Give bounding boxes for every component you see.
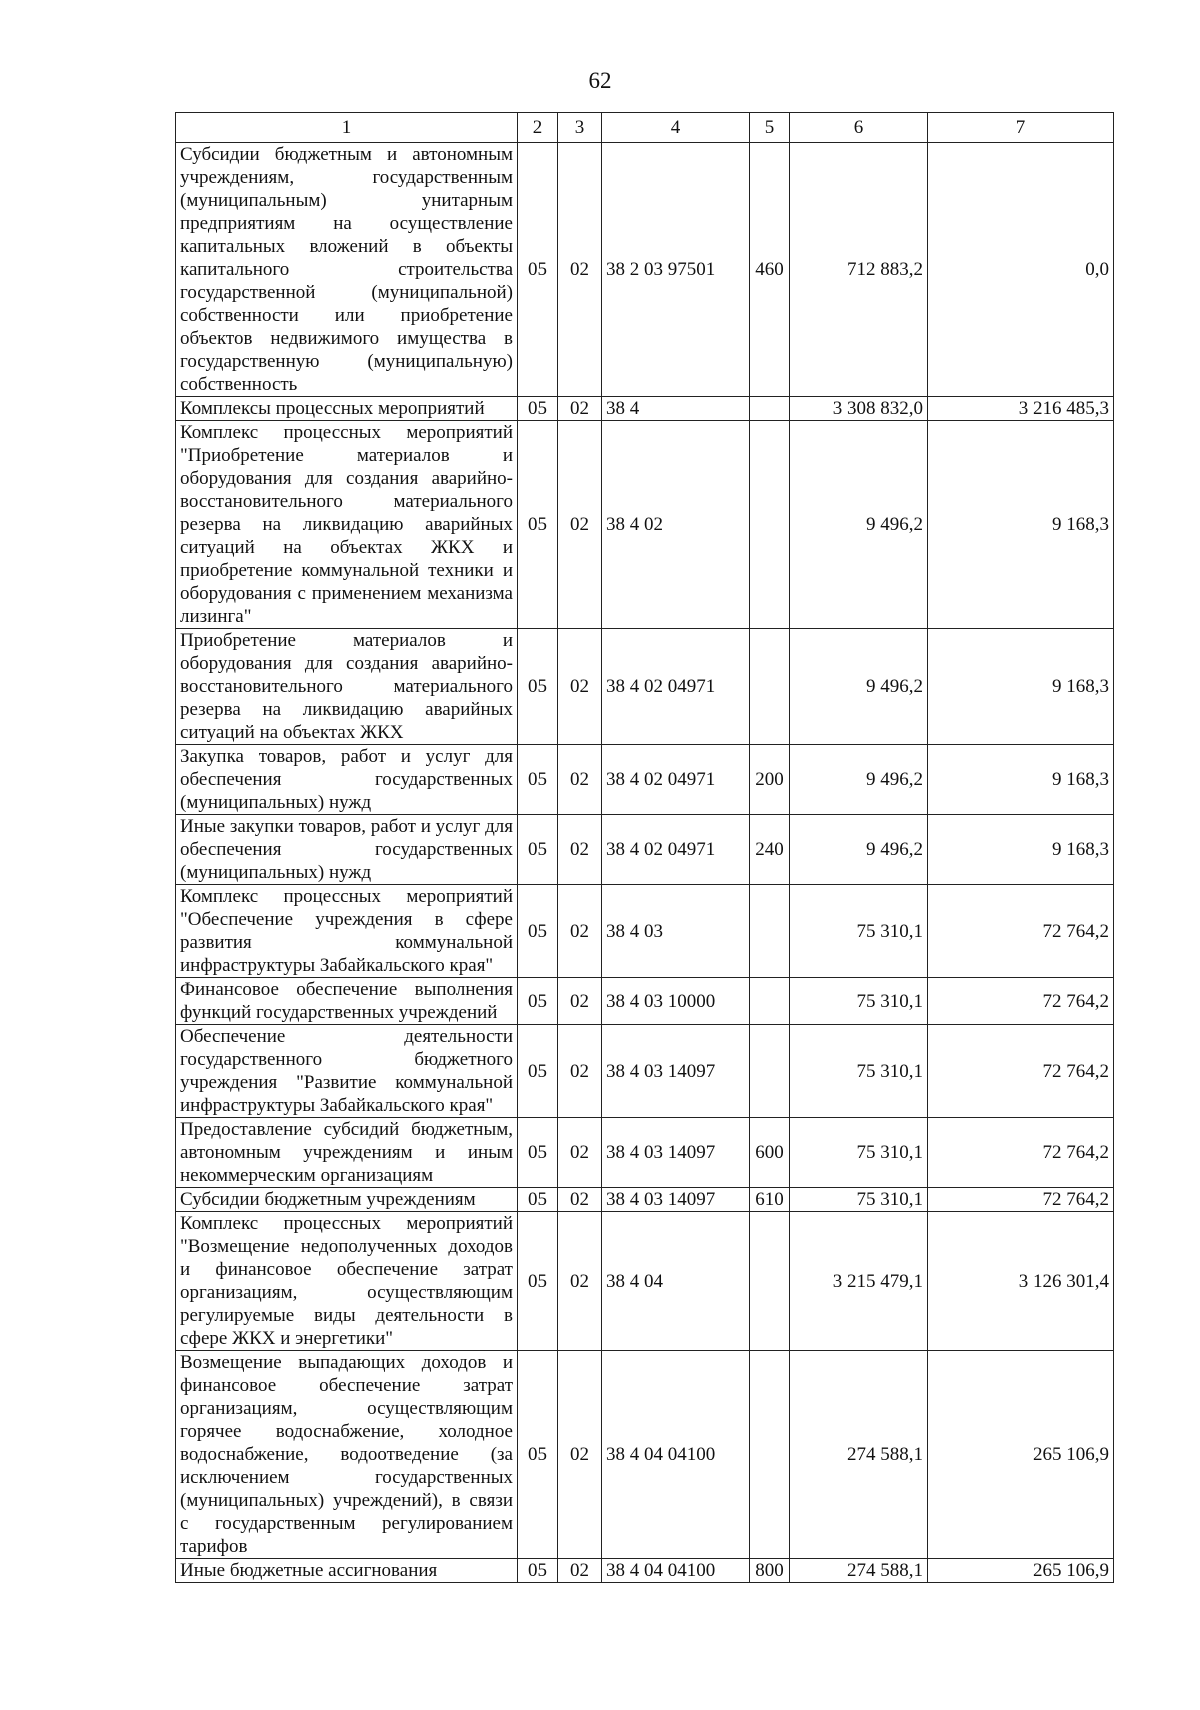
- table-row: [176, 978, 1114, 1025]
- row-target-code: 38 4 04: [602, 1212, 750, 1351]
- table-row: [176, 885, 1114, 978]
- row-name: Иные бюджетные ассигнования: [176, 1559, 518, 1583]
- row-year2-amount: 9 168,3: [928, 629, 1114, 745]
- row-name: Обеспечение деятельности государственного бюджетного учреждения "Развитие коммунальной инфраструктуры Забайкальского края": [176, 1025, 518, 1118]
- row-subsection: 02: [558, 745, 602, 815]
- row-section: 05: [518, 978, 558, 1025]
- row-subsection: 02: [558, 1559, 602, 1583]
- budget-table: [175, 112, 1114, 1583]
- table-row: [176, 1025, 1114, 1118]
- row-subsection: 02: [558, 1118, 602, 1188]
- row-subsection: 02: [558, 1188, 602, 1212]
- row-year2-amount: 9 168,3: [928, 815, 1114, 885]
- row-year2-amount: 72 764,2: [928, 1188, 1114, 1212]
- row-expense-type: [750, 978, 790, 1025]
- column-header-year1-amount: 6: [790, 113, 928, 143]
- row-year1-amount: 75 310,1: [790, 1188, 928, 1212]
- row-expense-type: [750, 629, 790, 745]
- row-expense-type: 460: [750, 143, 790, 397]
- row-expense-type: 600: [750, 1118, 790, 1188]
- row-subsection: 02: [558, 978, 602, 1025]
- row-section: 05: [518, 1559, 558, 1583]
- column-header-subsection: 3: [558, 113, 602, 143]
- row-expense-type: [750, 885, 790, 978]
- row-name: Субсидии бюджетным и автономным учреждениям, государственным (муниципальным) унитарным предприятиям на осуществление капитальных вложений в объекты капитального строительства государственной (муниципальной) собственности или приобретение объектов недвижимого имущества в государственную (муниципальную) собственность: [176, 143, 518, 397]
- row-subsection: 02: [558, 885, 602, 978]
- row-subsection: 02: [558, 397, 602, 421]
- row-year2-amount: 0,0: [928, 143, 1114, 397]
- row-year1-amount: 3 308 832,0: [790, 397, 928, 421]
- row-target-code: 38 4 03: [602, 885, 750, 978]
- row-expense-type: [750, 421, 790, 629]
- header-row: [176, 113, 1114, 143]
- row-expense-type: 610: [750, 1188, 790, 1212]
- row-name: Возмещение выпадающих доходов и финансовое обеспечение затрат организациям, осуществляющим горячее водоснабжение, холодное водоснабжение, водоотведение (за исключением государственных (муниципальных) учреждений), в связи с государственным регулированием тарифов: [176, 1351, 518, 1559]
- row-target-code: 38 4: [602, 397, 750, 421]
- row-section: 05: [518, 1212, 558, 1351]
- row-expense-type: [750, 1212, 790, 1351]
- row-year2-amount: 9 168,3: [928, 745, 1114, 815]
- row-expense-type: 200: [750, 745, 790, 815]
- row-section: 05: [518, 629, 558, 745]
- row-year2-amount: 72 764,2: [928, 885, 1114, 978]
- row-name: Субсидии бюджетным учреждениям: [176, 1188, 518, 1212]
- row-section: 05: [518, 745, 558, 815]
- row-year2-amount: 265 106,9: [928, 1351, 1114, 1559]
- table-row: [176, 421, 1114, 629]
- row-name: Закупка товаров, работ и услуг для обеспечения государственных (муниципальных) нужд: [176, 745, 518, 815]
- row-expense-type: [750, 1025, 790, 1118]
- row-year2-amount: 9 168,3: [928, 421, 1114, 629]
- row-year2-amount: 72 764,2: [928, 1118, 1114, 1188]
- row-target-code: 38 4 02: [602, 421, 750, 629]
- table-row: [176, 1212, 1114, 1351]
- row-name: Иные закупки товаров, работ и услуг для обеспечения государственных (муниципальных) нужд: [176, 815, 518, 885]
- row-subsection: 02: [558, 1025, 602, 1118]
- row-year1-amount: 712 883,2: [790, 143, 928, 397]
- row-year1-amount: 75 310,1: [790, 1025, 928, 1118]
- row-target-code: 38 4 03 14097: [602, 1188, 750, 1212]
- row-subsection: 02: [558, 143, 602, 397]
- row-year1-amount: 9 496,2: [790, 421, 928, 629]
- row-section: 05: [518, 397, 558, 421]
- row-target-code: 38 4 03 10000: [602, 978, 750, 1025]
- row-expense-type: 240: [750, 815, 790, 885]
- row-name: Приобретение материалов и оборудования для создания аварийно-восстановительного материального резерва на ликвидацию аварийных ситуаций на объектах ЖКХ: [176, 629, 518, 745]
- row-section: 05: [518, 1118, 558, 1188]
- row-target-code: 38 4 03 14097: [602, 1025, 750, 1118]
- row-target-code: 38 4 02 04971: [602, 815, 750, 885]
- row-year2-amount: 3 126 301,4: [928, 1212, 1114, 1351]
- row-name: Финансовое обеспечение выполнения функций государственных учреждений: [176, 978, 518, 1025]
- row-name: Комплекс процессных мероприятий "Возмещение недополученных доходов и финансовое обеспечение затрат организациям, осуществляющим регулируемые виды деятельности в сфере ЖКХ и энергетики": [176, 1212, 518, 1351]
- row-expense-type: [750, 1351, 790, 1559]
- row-subsection: 02: [558, 815, 602, 885]
- row-year1-amount: 9 496,2: [790, 745, 928, 815]
- row-year1-amount: 75 310,1: [790, 978, 928, 1025]
- row-subsection: 02: [558, 629, 602, 745]
- row-target-code: 38 4 04 04100: [602, 1559, 750, 1583]
- row-target-code: 38 2 03 97501: [602, 143, 750, 397]
- row-year1-amount: 3 215 479,1: [790, 1212, 928, 1351]
- column-header-year2-amount: 7: [928, 113, 1114, 143]
- row-section: 05: [518, 143, 558, 397]
- row-subsection: 02: [558, 421, 602, 629]
- row-name: Комплекс процессных мероприятий "Обеспечение учреждения в сфере развития коммунальной инфраструктуры Забайкальского края": [176, 885, 518, 978]
- row-target-code: 38 4 02 04971: [602, 745, 750, 815]
- table-row: [176, 1351, 1114, 1559]
- row-year1-amount: 9 496,2: [790, 629, 928, 745]
- row-year1-amount: 274 588,1: [790, 1559, 928, 1583]
- row-section: 05: [518, 421, 558, 629]
- row-name: Комплексы процессных мероприятий: [176, 397, 518, 421]
- row-year2-amount: 72 764,2: [928, 1025, 1114, 1118]
- row-target-code: 38 4 02 04971: [602, 629, 750, 745]
- row-name: Предоставление субсидий бюджетным, автономным учреждениям и иным некоммерческим организациям: [176, 1118, 518, 1188]
- row-expense-type: [750, 397, 790, 421]
- table-row: [176, 143, 1114, 397]
- row-year2-amount: 3 216 485,3: [928, 397, 1114, 421]
- column-header-expense-type: 5: [750, 113, 790, 143]
- row-year1-amount: 9 496,2: [790, 815, 928, 885]
- row-target-code: 38 4 04 04100: [602, 1351, 750, 1559]
- row-name: Комплекс процессных мероприятий "Приобретение материалов и оборудования для создания аварийно-восстановительного материального резерва на ликвидацию аварийных ситуаций на объектах ЖКХ и приобретение коммунальной техники и оборудования с применением механизма лизинга": [176, 421, 518, 629]
- row-year1-amount: 75 310,1: [790, 885, 928, 978]
- column-header-section: 2: [518, 113, 558, 143]
- row-year2-amount: 265 106,9: [928, 1559, 1114, 1583]
- row-section: 05: [518, 1025, 558, 1118]
- row-section: 05: [518, 1188, 558, 1212]
- table-row: [176, 745, 1114, 815]
- row-year2-amount: 72 764,2: [928, 978, 1114, 1025]
- row-expense-type: 800: [750, 1559, 790, 1583]
- row-year1-amount: 274 588,1: [790, 1351, 928, 1559]
- row-subsection: 02: [558, 1212, 602, 1351]
- column-header-target-code: 4: [602, 113, 750, 143]
- row-target-code: 38 4 03 14097: [602, 1118, 750, 1188]
- row-section: 05: [518, 1351, 558, 1559]
- row-year1-amount: 75 310,1: [790, 1118, 928, 1188]
- table-row: [176, 1118, 1114, 1188]
- page-number: 62: [588, 68, 612, 93]
- column-header-name: 1: [176, 113, 518, 143]
- table-row: [176, 815, 1114, 885]
- table-row: [176, 397, 1114, 421]
- row-subsection: 02: [558, 1351, 602, 1559]
- table-row: [176, 1559, 1114, 1583]
- row-section: 05: [518, 885, 558, 978]
- table-row: [176, 629, 1114, 745]
- row-section: 05: [518, 815, 558, 885]
- table-row: [176, 1188, 1114, 1212]
